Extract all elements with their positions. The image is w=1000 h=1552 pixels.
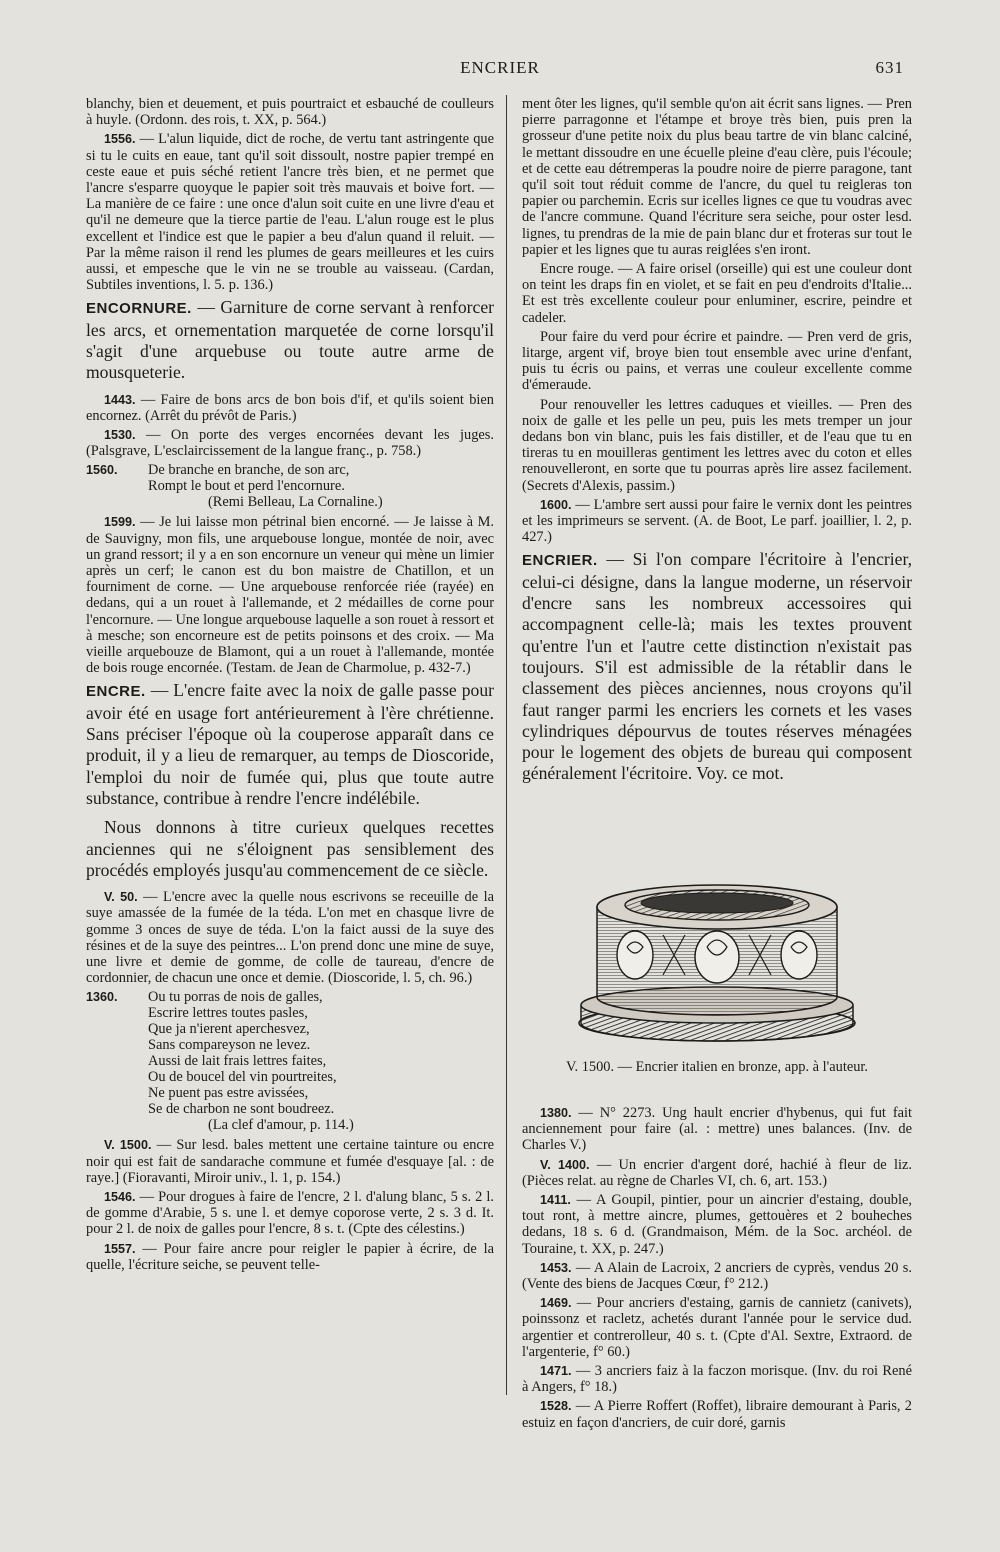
entry-text: — L'ambre sert aussi pour faire le vernix dont les peintres et les imprimeurs se servent. (A. de Boot, Le parf. joaillier, l. 2, p. 427.) (522, 496, 912, 546)
entry-text: — L'alun liquide, dict de roche, de vertu tant astringente que si tu le cuits en eaue, tant qu'il soit dissoult, nostre papier trempé en ceste eaue et puis séché retient l'ancre très bien, et ne permet que l'ancre s'esparre quoyque le papier soit très mauvais et boive fort. — La manière de ce faire : une once d'alun soit cuite en une livre d'eau et qu'il ne demeure que la tierce partie de l'eau. L'alun rouge est le plus excellent et l'indice est que le papier a beu d'alun quand il reluit. — Par la même raison il rend les plumes de gears meilleures et les cuirs aussi, et empesche que le vin ne se trouble au vaisseau. (Cardan, Subtiles inventions, l. 5. p. 136.) (86, 131, 494, 294)
entry-text: blanchy, bien et deuement, et puis pourtraict et esbauché de coulleurs à huyle. (Ordonn. des rois, t. XX, p. 564.) (86, 96, 494, 129)
article-entry (86, 680, 494, 809)
verse-line: Se de charbon ne sont boudreez. (148, 1101, 335, 1118)
entry-text: — Pour ancriers d'estaing, garnis de cannietz (canivets), poinssonz et racletz, achetés durant l'année pour le service dud. argentier et contrerolleur, 40 s. t. (Cpte d'Al. Sextre, Extraord. de l'argenterie, f° 60.) (522, 1295, 912, 1360)
entry-text: — Pour faire ancre pour reigler le papier à écrire, de la quelle, l'écriture seiche, se peuvent telle- (86, 1240, 494, 1273)
headword: ENCORNURE. (86, 300, 192, 318)
article-paragraph: Nous donnons à titre curieux quelques recettes anciennes qui ne s'éloignent pas sensiblement des procédés employés jusqu'au commencement de ce siècle. (86, 817, 494, 880)
headword: ENCRIER. (522, 552, 598, 570)
verse-line: Ou de boucel del vin pourtreites, (148, 1069, 337, 1086)
entry-text: — A Goupil, pintier, pour un aincrier d'estaing, double, tout ront, à mettre aincre, plumes, gettouères et 2 bouheches dedans, 18 s. 6 d. (Grandmaison, Mém. de la Soc. archéol. de Touraine, t. XX, p. 247.) (522, 1191, 912, 1257)
quotation-entry (86, 1189, 494, 1238)
entry-year: V. 1400. (540, 1157, 590, 1172)
quotation-entry (522, 397, 912, 494)
headword: ENCRE. (86, 683, 146, 701)
figure-caption: V. 1500. — Encrier italien en bronze, app. à l'auteur. (565, 1058, 869, 1075)
quotation-entry (86, 1241, 494, 1273)
entry-text: Encre rouge. — A faire orisel (orseille) qui est une couleur dont on teint les draps fin en violet, et se fait en peu d'endroits d'Italie... Et est très excellente couleur pour enluminer, escrire, peindre et cadeler. (522, 261, 912, 326)
left-column (86, 96, 494, 1276)
entry-text: — 3 ancriers faiz à la faczon morisque. (Inv. du roi René à Angers, f° 18.) (522, 1363, 912, 1396)
quotation-entry (522, 1363, 912, 1395)
entry-year: V. 1500. (104, 1138, 152, 1153)
page-number: 631 (875, 58, 904, 77)
entry-year: 1546. (104, 1189, 136, 1204)
entry-year: 1360. (86, 990, 118, 1005)
article-text: — L'encre faite avec la noix de galle passe pour avoir été en usage fort antérieurement à l'ère chrétienne. Sans préciser l'époque où la couperose apparaît dans ce produit, il y a lieu de remarquer, au temps de Dioscoride, l'emploi du noir de fumée qui, plus que toute autre substance, contribue à rendre l'encre indélébile. (86, 680, 494, 808)
verse-line: (La clef d'amour, p. 114.) (208, 1117, 354, 1134)
verse-quotation (86, 462, 494, 510)
quotation-entry (522, 497, 912, 546)
verse-line: Ne puent pas estre avissées, (148, 1085, 309, 1102)
entry-text: Pour renouveller les lettres caduques et vieilles. — Pren des noix de galle et les pelle un peu, puis les mets tremper un jour dedans bon vin blanc, puis les fais distiller, et de l'eau que tu en tireras tu en mouilleras gentiment les lettres avec du coton et elles renouvelleront, en sorte que tu pourras après lire assez facilement. (Secrets d'Alexis, passim.) (522, 396, 912, 494)
entry-year: 1556. (104, 132, 136, 147)
figure (522, 855, 912, 1075)
entry-year: 1599. (104, 515, 136, 530)
entry-text: ment ôter les lignes, qu'il semble qu'on ait écrit sans lignes. — Pren pierre parragonne et l'étampe et broye très bien, puis pren la grosseur d'une petite noix du plus beau tartre de vin blanc calciné, le mettant dissoudre en une écuelle pleine d'eau clère, puis l'écoule; et de cette eau détremperas la poudre noire de pierre paragone, tant qu'il soit tout réduit comme de l'ancre, du quel tu reigleras ton papier ou parchemin. Ecris sur icelles lignes ce que tu voudras avec de l'ancre commune. Quand l'écriture sera seiche, pour oster lesd. lignes, tu prendras de la mie de pain blanc dur et froteras sur tout le papier et les lignes que tu auras reiglées s'en iront. (522, 96, 912, 258)
inkwell-engraving (567, 855, 867, 1045)
entry-year: 1530. (104, 428, 136, 443)
quotation-entry (522, 96, 912, 258)
entry-text: — A Alain de Lacroix, 2 ancriers de cyprès, vendus 20 s. (Vente des biens de Jacques Cœur, f° 212.) (522, 1259, 912, 1292)
entry-year: 1411. (540, 1192, 571, 1207)
entry-text: — Je lui laisse mon pétrinal bien encorné. — Je laisse à M. de Sauvigny, mon fils, une arquebouse longue, montée de noir, avec un grand ressort; il y a en son encornure un veneur qui mène un limier après un cerf; le canon est du bon maistre de Chatillon, et un fourniment de corne. — Une arquebouse renforcée riée (rayée) en dedans, qui a un rouet à l'allemande, et 2 médailles de corne pour l'encornure. — Une longue arquebouse laquelle a son rouet à ressort et à mesche; son encorneure est de petits poinsons et des croix. — Ma vieille arquebouze de Blamont, qui a un rouet à l'allemande, montée de bois rouge encornée. (Testam. de Jean de Charmolue, p. 432-7.) (86, 514, 494, 677)
quotation-entry (86, 889, 494, 986)
quotation-entry (522, 1260, 912, 1292)
entry-text: — Un encrier d'argent doré, hachié à fleur de liz. (Pièces relat. au règne de Charles VI, ch. 6, art. 153.) (522, 1156, 912, 1189)
entry-text: — Sur lesd. bales mettent une certaine tainture ou encre noir qui est fait de sandarache commune et fumée d'esquaye [al. : de raye.] (Fioravanti, Miroir univ., l. 1, p. 154.) (86, 1137, 494, 1186)
quotation-entry (522, 1398, 912, 1430)
running-title: ENCRIER (460, 58, 540, 77)
quotation-entry (522, 1192, 912, 1257)
verse-line: Que ja n'ierent aperchesvez, (148, 1021, 310, 1038)
right-column (522, 96, 912, 1434)
entry-text: — A Pierre Roffert (Roffet), libraire demourant à Paris, 2 estuiz en façon d'ancriers, de cuir doré, garnis (522, 1398, 912, 1431)
quotation-entry (522, 1157, 912, 1189)
running-head (0, 58, 1000, 82)
entry-year: 1557. (104, 1241, 136, 1256)
quotation-entry (86, 392, 494, 424)
verse-line: Ou tu porras de nois de galles, (148, 989, 323, 1006)
quotation-entry (86, 427, 494, 459)
quotation-entry (522, 261, 912, 326)
verse-lines (148, 462, 494, 510)
article-text: — Garniture de corne servant à renforcer les arcs, et ornementation marquetée de corne lorsqu'il s'agit d'une arquebuse ou toute autre arme de mousqueterie. (86, 297, 494, 383)
entry-text: Pour faire du verd pour écrire et paindre. — Pren verd de gris, litarge, argent vif, broye bien tout ensemble avec urine d'enfant, puis tu écris ou pains, et verras une couleur excellente comme d'émeraude. (522, 328, 912, 394)
verse-line: Aussi de lait frais lettres faites, (148, 1053, 327, 1070)
entry-year: 1471. (540, 1364, 572, 1378)
verse-line: (Remi Belleau, La Cornaline.) (208, 494, 383, 511)
quotation-entry (522, 1105, 912, 1154)
entry-text: — Pour drogues à faire de l'encre, 2 l. d'alung blanc, 5 s. 2 l. de gomme d'Arabie, 5 s. une l. et demye coporose verte, 2 s. 3 d. It. pour 2 l. de noix de galles pour l'encre, 8 s. t. (Cpte des célestins.) (86, 1188, 494, 1238)
article-entry (86, 297, 494, 383)
column-divider (506, 95, 507, 1395)
quotation-entry (86, 514, 494, 676)
entry-text: — On porte des verges encornées devant les juges. (Palsgrave, L'esclaircissement de la langue franç., p. 758.) (86, 427, 494, 460)
quotation-entry (86, 131, 494, 293)
entry-year: V. 50. (104, 890, 138, 905)
quotation-entry (522, 329, 912, 394)
entry-text: — N° 2273. Ung hault encrier d'hybenus, qui fut fait anciennement pour faire (al. : mettre) unes balances. (Inv. de Charles V.) (522, 1104, 912, 1154)
entry-year: 1600. (540, 497, 572, 512)
entry-text: — Faire de bons arcs de bon bois d'if, et qu'ils soient bien encornez. (Arrêt du prévôt de Paris.) (86, 391, 494, 424)
verse-line: Sans compareyson ne levez. (148, 1037, 311, 1054)
article-text: — Si l'on compare l'écritoire à l'encrier, celui-ci désigne, dans la langue moderne, un réservoir d'encre sans les nombreux accessoires qui accompagnent celle-là; mais les textes prouvent qu'entre l'un et l'autre cette distinction n'existait pas toujours. S'il est admissible de la rétablir dans le classement des pièces anciennes, nous croyons qu'il faut ranger parmi les encriers les cornets et les vases cylindriques dépourvus de toutes réserves ménagées pour le logement des objets de bureau qui composent généralement l'écritoire. Voy. ce mot. (522, 549, 912, 784)
quotation-entry (522, 1295, 912, 1360)
verse-line: Rompt le bout et perd l'encornure. (148, 478, 345, 495)
entry-year: 1560. (86, 463, 118, 478)
entry-text: — L'encre avec la quelle nous escrivons se receuille de la suye amassée de la fumée de la téda. L'on met en chasque livre de gomme 3 onces de suye de téda. L'on la faict aussi de la suye des résines et de la suye des peintres... L'on prend donc une mine de suye, une livre et demie de gomme, de colle de taureau, d'encre de cordonnier, de chacun une once et demie. (Dioscoride, l. 5, ch. 96.) (86, 889, 494, 987)
entry-year: 1443. (104, 392, 136, 407)
verse-line: Escrire lettres toutes pasles, (148, 1005, 308, 1022)
verse-line: De branche en branche, de son arc, (148, 462, 350, 479)
verse-quotation (86, 989, 494, 1133)
entry-year: 1380. (540, 1105, 572, 1120)
entry-year: 1469. (540, 1296, 572, 1311)
entry-year: 1528. (540, 1399, 572, 1414)
verse-lines (148, 989, 494, 1133)
quotation-entry (86, 1137, 494, 1186)
quotation-entry (86, 96, 494, 128)
article-entry (522, 549, 912, 784)
entry-year: 1453. (540, 1260, 572, 1275)
